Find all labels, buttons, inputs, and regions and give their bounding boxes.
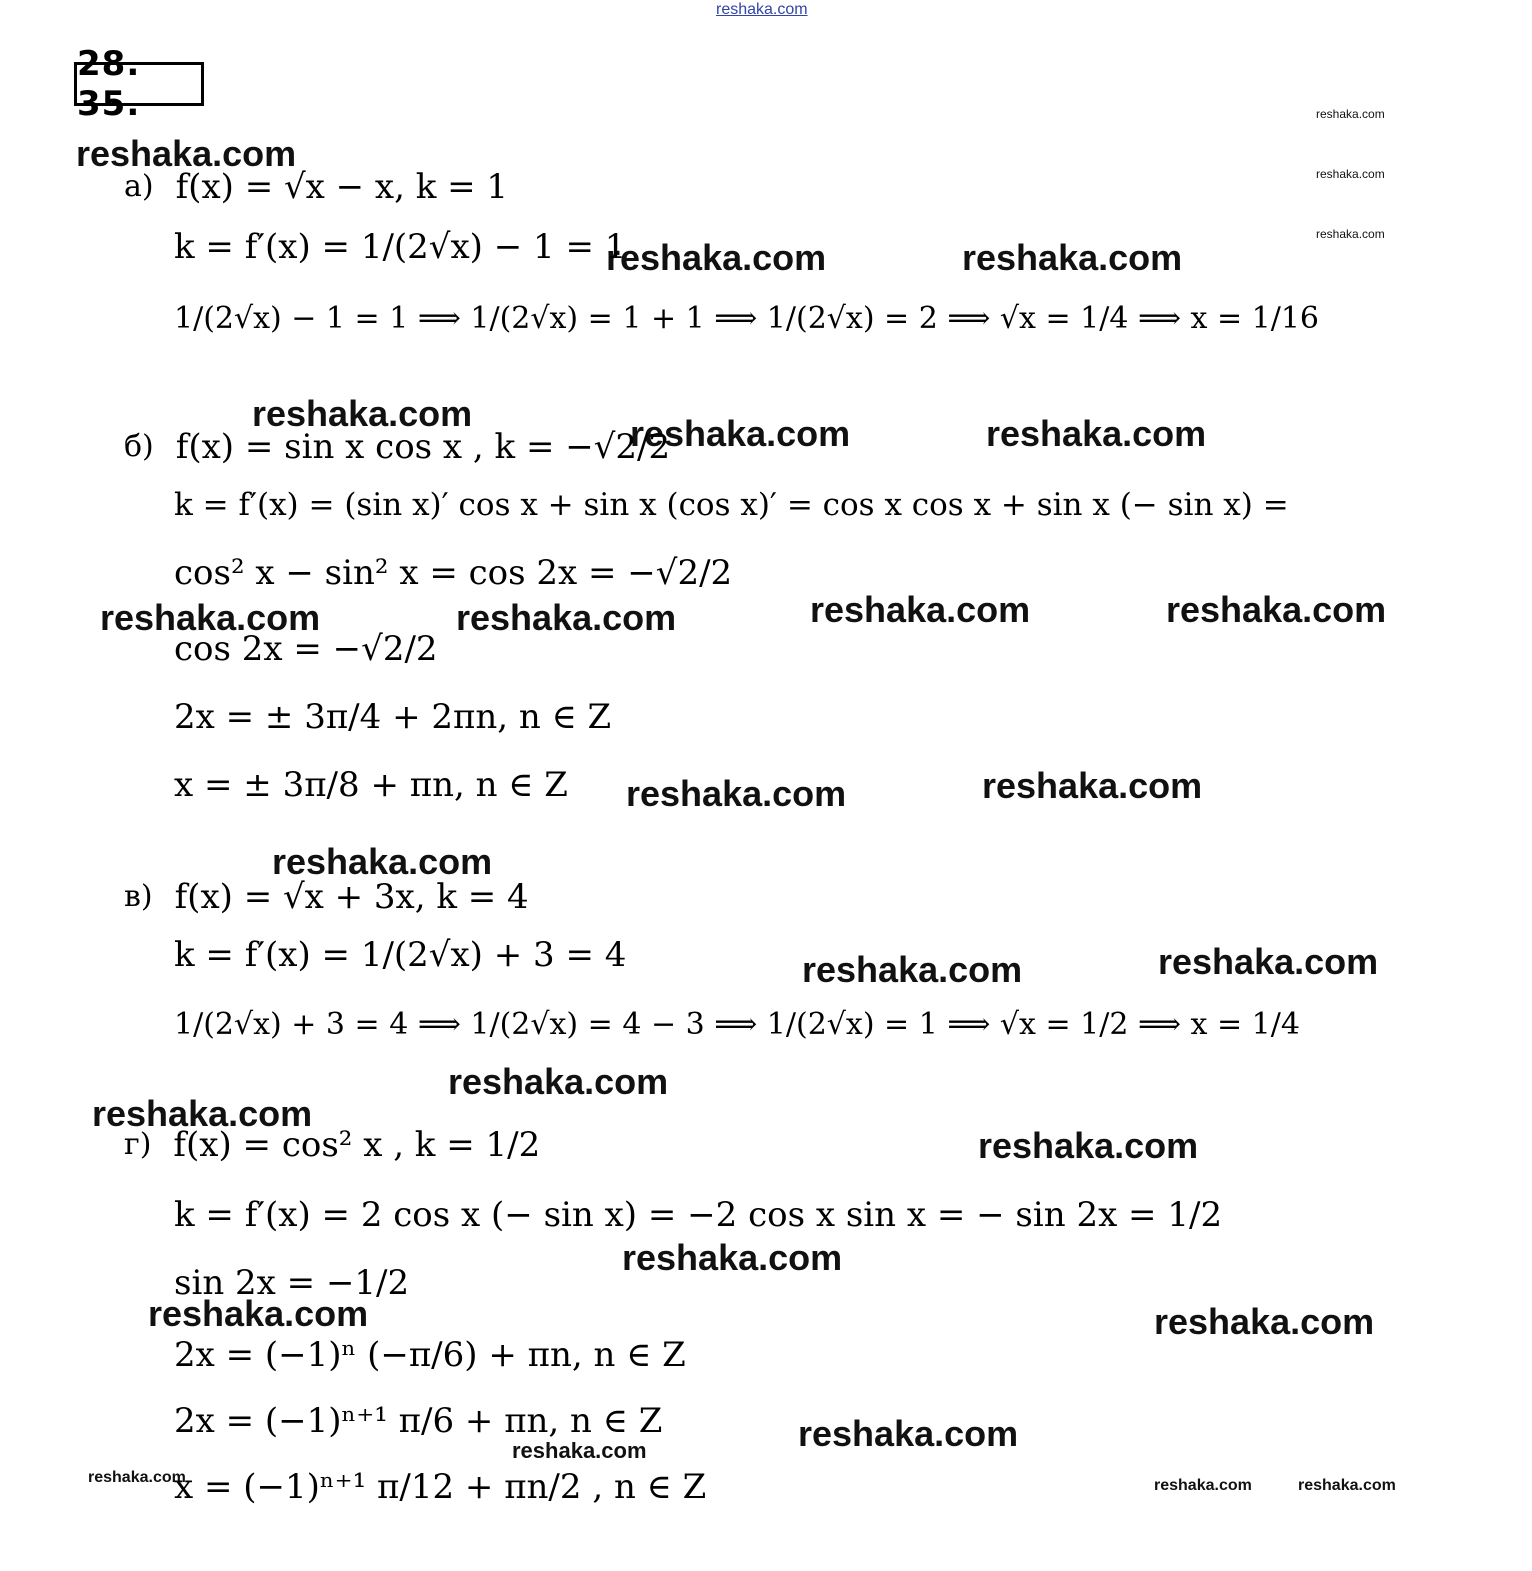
part-c-derivative: k = f′(x) = 1/(2√x) + 3 = 4 bbox=[174, 935, 627, 975]
part-d-formula: f(x) = cos² x , k = 1/2 bbox=[173, 1125, 541, 1165]
watermark: reshaka.com bbox=[148, 1293, 369, 1334]
watermark: reshaka.com bbox=[810, 589, 1031, 630]
watermark: reshaka.com bbox=[1154, 1477, 1252, 1494]
part-b-line-3 bbox=[174, 553, 733, 593]
part-d-2x-b: 2x = (−1)ⁿ⁺¹ π/6 + πn, n ∈ Z bbox=[174, 1401, 663, 1441]
part-b-line-2 bbox=[174, 487, 1289, 523]
part-d-derivative: k = f′(x) = 2 cos x (− sin x) = −2 cos x sin x = − sin 2x = 1/2 bbox=[174, 1195, 1223, 1235]
watermark: reshaka.com bbox=[1316, 167, 1385, 181]
part-b-line-4 bbox=[174, 629, 438, 669]
watermark: reshaka.com bbox=[1316, 107, 1385, 121]
watermark: reshaka.com bbox=[1154, 1301, 1375, 1342]
part-c-line-3 bbox=[174, 1007, 1300, 1042]
watermark: reshaka.com bbox=[88, 1469, 186, 1486]
part-b-equation: cos 2x = −√2/2 bbox=[174, 629, 438, 669]
watermark: reshaka.com bbox=[76, 133, 297, 174]
watermark: reshaka.com bbox=[606, 237, 827, 278]
part-d-line-3 bbox=[174, 1263, 410, 1303]
watermark: reshaka.com bbox=[252, 393, 473, 434]
part-d-2x-a: 2x = (−1)ⁿ (−π/6) + πn, n ∈ Z bbox=[174, 1335, 686, 1375]
part-b-line-5 bbox=[174, 697, 612, 737]
watermark: reshaka.com bbox=[622, 1237, 843, 1278]
part-a-solution: 1/(2√x) − 1 = 1 ⟹ 1/(2√x) = 1 + 1 ⟹ 1/(2√x) = 2 ⟹ √x = 1/4 ⟹ x = 1/16 bbox=[174, 301, 1319, 336]
part-c-label: в) bbox=[124, 879, 153, 914]
watermark: reshaka.com bbox=[978, 1125, 1199, 1166]
watermark: reshaka.com bbox=[798, 1413, 1019, 1454]
part-d-line-1 bbox=[124, 1125, 541, 1165]
part-c-line-2 bbox=[174, 935, 627, 975]
watermark: reshaka.com bbox=[802, 949, 1023, 990]
watermark: reshaka.com bbox=[982, 765, 1203, 806]
part-d-line-4 bbox=[174, 1335, 686, 1375]
part-b-derivative: k = f′(x) = (sin x)′ cos x + sin x (cos x)′ = cos x cos x + sin x (− sin x) = bbox=[174, 487, 1289, 523]
part-b-simplified: cos² x − sin² x = cos 2x = −√2/2 bbox=[174, 553, 733, 593]
part-a-formula: f(x) = √x − x, k = 1 bbox=[175, 167, 509, 207]
part-d-line-5 bbox=[174, 1401, 663, 1441]
part-c-line-1 bbox=[124, 877, 529, 917]
watermark: reshaka.com bbox=[448, 1061, 669, 1102]
part-a-derivative: k = f′(x) = 1/(2√x) − 1 = 1 bbox=[174, 227, 627, 267]
part-b-line-6 bbox=[174, 765, 568, 805]
part-c-solution: 1/(2√x) + 3 = 4 ⟹ 1/(2√x) = 4 − 3 ⟹ 1/(2√x) = 1 ⟹ √x = 1/2 ⟹ x = 1/4 bbox=[174, 1007, 1300, 1042]
part-b-formula: f(x) = sin x cos x , k = −√2/2 bbox=[175, 427, 671, 467]
watermark: reshaka.com bbox=[100, 597, 321, 638]
watermark: reshaka.com bbox=[92, 1093, 313, 1134]
watermark: reshaka.com bbox=[986, 413, 1207, 454]
watermark: reshaka.com bbox=[1158, 941, 1379, 982]
part-d-label: г) bbox=[124, 1127, 152, 1162]
part-b-line-1 bbox=[124, 427, 671, 467]
watermark: reshaka.com bbox=[626, 773, 847, 814]
part-b-answer: x = ± 3π/8 + πn, n ∈ Z bbox=[174, 765, 568, 805]
watermark: reshaka.com bbox=[1316, 227, 1385, 241]
part-a-label: а) bbox=[124, 169, 154, 204]
watermark: reshaka.com bbox=[456, 597, 677, 638]
part-a-line-2 bbox=[174, 227, 627, 267]
watermark: reshaka.com bbox=[1298, 1477, 1396, 1494]
watermark: reshaka.com bbox=[962, 237, 1183, 278]
watermark: reshaka.com bbox=[512, 1438, 647, 1463]
part-c-formula: f(x) = √x + 3x, k = 4 bbox=[174, 877, 529, 917]
watermark: reshaka.com bbox=[1166, 589, 1387, 630]
part-d-line-2 bbox=[174, 1195, 1223, 1235]
watermark: reshaka.com bbox=[630, 413, 851, 454]
problem-number: 28. 35. bbox=[74, 62, 204, 106]
part-b-2x: 2x = ± 3π/4 + 2πn, n ∈ Z bbox=[174, 697, 612, 737]
part-d-answer: x = (−1)ⁿ⁺¹ π/12 + πn/2 , n ∈ Z bbox=[174, 1467, 707, 1507]
part-a-line-3 bbox=[174, 301, 1319, 336]
part-a-line-1 bbox=[124, 167, 509, 207]
watermark-top: reshaka.com bbox=[716, 1, 808, 18]
part-d-line-6 bbox=[174, 1467, 707, 1507]
watermark: reshaka.com bbox=[272, 841, 493, 882]
part-d-equation: sin 2x = −1/2 bbox=[174, 1263, 410, 1303]
part-b-label: б) bbox=[124, 429, 154, 464]
